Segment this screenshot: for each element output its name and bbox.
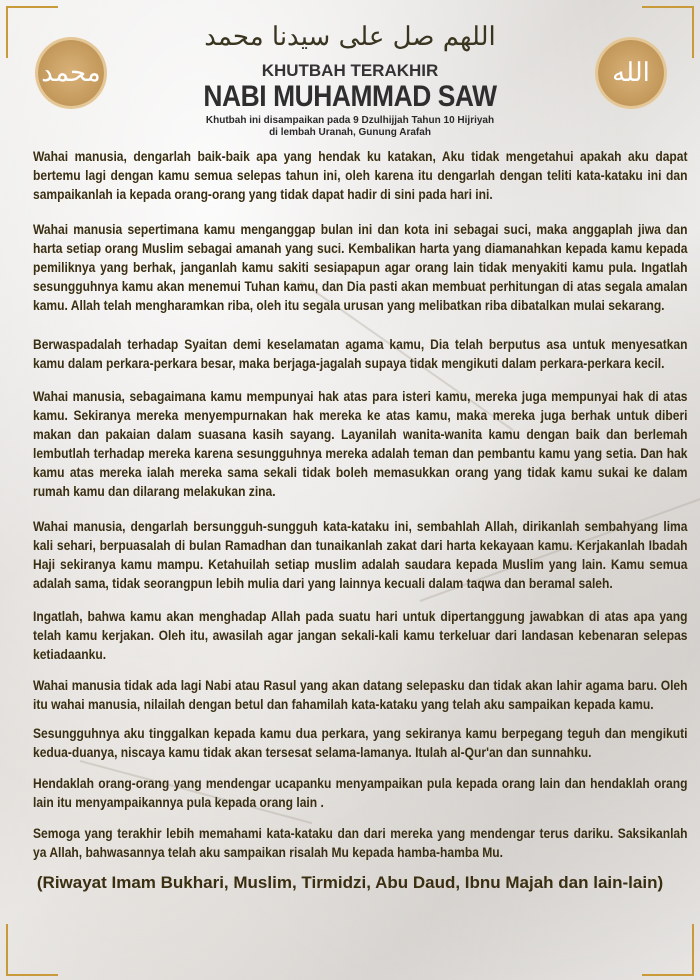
muhammad-medallion: محمد bbox=[38, 40, 104, 106]
paragraph: Hendaklah orang-orang yang mendengar ucapanku menyampaikan pula kepada orang lain dan hendaklah orang lain itu menyampaikannya pula kepada orang lain . bbox=[33, 776, 688, 811]
corner-ornament bbox=[6, 924, 58, 976]
paragraph: Wahai manusia, dengarlah bersungguh-sungguh kata-kataku ini, sembahlah Allah, dirikanlah sembahyang lima kali sehari, berpuasalah di bulan Ramadhan dan tunaikanlah zakat dari harta kekayaan kamu. Kerjakanlah Ibadah Haji sekiranya kamu mampu. Ketahuilah setiap muslim adalah saudara kepada Muslim yang lain. Kamu semua adalah sama, tidak seorangpun lebih mulia dari yang lainnya kecuali dalam taqwa dan beramal saleh. bbox=[33, 519, 688, 592]
title-small: KHUTBAH TERAKHIR bbox=[261, 61, 439, 80]
paragraph: Sesungguhnya aku tinggalkan kepada kamu dua perkara, yang sekiranya kamu berpegang teguh dan mengikuti kedua-duanya, niscaya kamu tidak akan tersesat selama-lamanya. Itulah al-Qur'an dan sunnahku. bbox=[33, 726, 688, 761]
paragraph: Wahai manusia, dengarlah baik-baik apa yang hendak ku katakan, Aku tidak mengetahui apakah aku dapat bertemu lagi dengan kamu semua selepas tahun ini, oleh karena itu dengarlah dengan teliti kata-kataku ini dan sampaikanlah ia kepada orang-orang yang tidak dapat hadir di sini pada hari ini. bbox=[33, 149, 688, 203]
hadith-source: (Riwayat Imam Bukhari, Muslim, Tirmidzi, Abu Daud, Ibnu Majah dan lain-lain) bbox=[36, 873, 664, 892]
subtitle-line: di lembah Uranah, Gunung Arafah bbox=[269, 127, 431, 138]
subtitle-line: Khutbah ini disampaikan pada 9 Dzulhijjah Tahun 10 Hijriyah bbox=[205, 115, 495, 126]
title-large: NABI MUHAMMAD SAW bbox=[203, 80, 497, 113]
paragraph: Wahai manusia, sebagaimana kamu mempunyai hak atas para isteri kamu, mereka juga mempunyai hak di atas kamu. Sekiranya mereka menyempurnakan hak mereka ke atas kamu, maka mereka juga berhak untuk diberi makan dan pakaian dalam suasana kasih sayang. Layanilah wanita-wanita kamu dengan baik dan berlemah lembutlah terhadap mereka karena sesungguhnya mereka adalah teman dan pembantu kamu yang setia. Dan hak kamu atas mereka ialah mereka sama sekali tidak boleh memasukkan orang yang tidak kamu sukai ke dalam rumah kamu dan dilarang melakukan zina. bbox=[33, 389, 688, 500]
paragraph: Ingatlah, bahwa kamu akan menghadap Allah pada suatu hari untuk dipertanggung jawabkan di atas apa yang telah kamu kerjakan. Oleh itu, awasilah agar jangan sekali-kali kamu terkeluar dari landasan kebenaran selepas ketiadaanku. bbox=[33, 609, 688, 663]
corner-ornament bbox=[642, 924, 694, 976]
content-column bbox=[0, 148, 700, 893]
paragraph: Berwaspadalah terhadap Syaitan demi keselamatan agama kamu, Dia telah berputus asa untuk menyesatkan kamu dalam perkara-perkara besar, maka berjaga-jagalah supaya tidak mengikuti dalam perkara-perkara kecil. bbox=[33, 337, 688, 372]
paragraph: Wahai manusia tidak ada lagi Nabi atau Rasul yang akan datang selepasku dan tidak akan lahir agama baru. Oleh itu wahai manusia, nilailah dengan betul dan fahamilah kata-kataku yang telah aku sampaikan kepada kamu. bbox=[33, 678, 688, 713]
paragraph: Wahai manusia sepertimana kamu menganggap bulan ini dan kota ini sebagai suci, maka anggaplah jiwa dan harta setiap orang Muslim sebagai amanah yang suci. Kembalikan harta yang diamanahkan kepada kamu kepada pemiliknya yang berhak, janganlah kamu sakiti sesiapapun agar orang lain tidak menyakiti kamu pula. Ingatlah sesungguhnya kamu akan menemui Tuhan kamu, dan Dia pasti akan membuat perhitungan di atas segala amalan kamu. Allah telah mengharamkan riba, oleh itu segala urusan yang melibatkan riba dibatalkan mulai sekarang. bbox=[33, 222, 688, 314]
khutbah-body bbox=[33, 148, 688, 863]
allah-medallion: الله bbox=[598, 40, 664, 106]
paragraph: Semoga yang terakhir lebih memahami kata-kataku dan dari mereka yang mendengar terus dariku. Saksikanlah ya Allah, bahwasannya telah aku sampaikan risalah Mu kepada hamba-hamba Mu. bbox=[33, 826, 688, 861]
subtitle bbox=[0, 115, 700, 139]
arabic-calligraphy: اللهم صل على سيدنا محمد bbox=[204, 22, 496, 52]
